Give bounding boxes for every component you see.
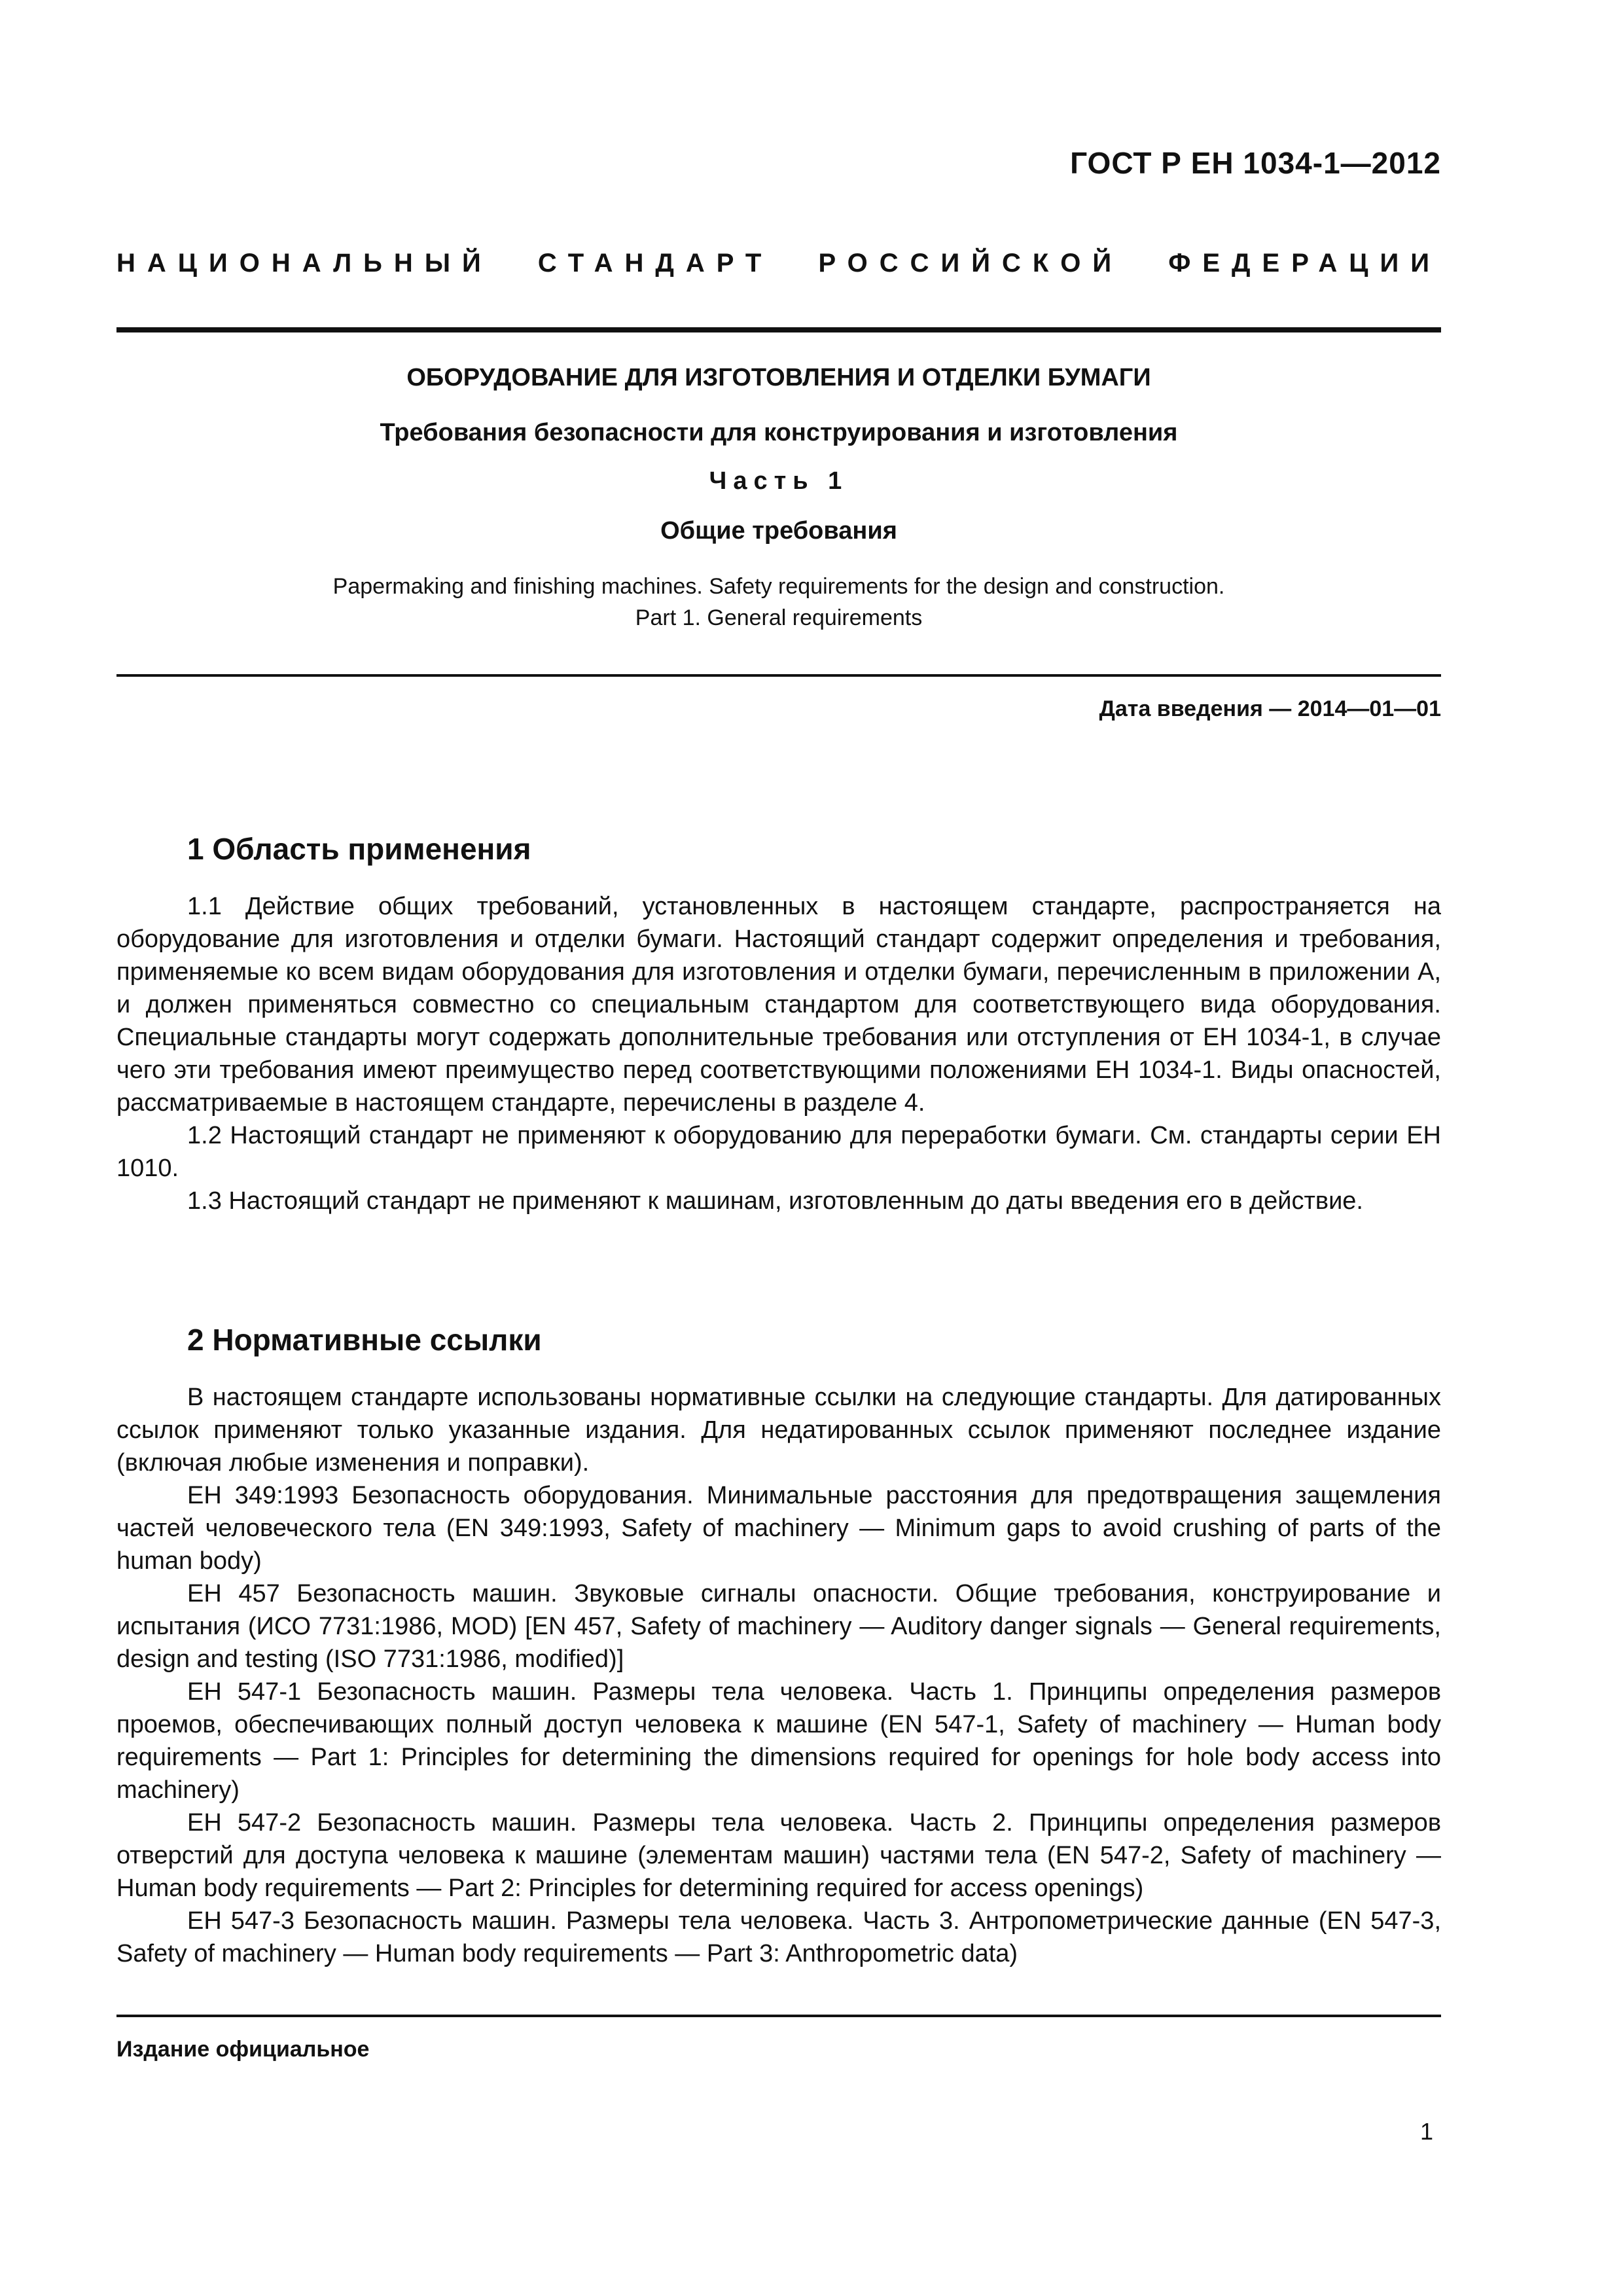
official-edition-label: Издание официальное	[116, 2037, 370, 2062]
introduction-date: Дата введения — 2014—01—01	[1099, 696, 1441, 721]
section-1-body	[116, 890, 1441, 1217]
part-title: Общие требования	[660, 517, 897, 545]
page-number: 1	[1419, 2118, 1433, 2145]
reference-en-349: ЕН 349:1993 Безопасность оборудования. Минимальные расстояния для предотвращения защемления частей человеческого тела (EN 349:1993, Safety of machinery — Minimum gaps to avoid crushing of parts of the human body)	[116, 1482, 1441, 1575]
part-label: Часть 1	[709, 467, 849, 495]
reference-en-457: ЕН 457 Безопасность машин. Звуковые сигналы опасности. Общие требования, конструирование и испытания (ИСО 7731:1986, MOD) [EN 457, Safety of machinery — Auditory danger signals — General requirements, design and testing (ISO 7731:1986, modified)]	[116, 1580, 1441, 1673]
section-1-heading: 1 Область применения	[187, 832, 531, 866]
paragraph-1-3: 1.3 Настоящий стандарт не применяют к машинам, изготовленным до даты введения его в действие.	[187, 1187, 1363, 1215]
section-2-heading: 2 Нормативные ссылки	[187, 1323, 542, 1357]
header-rule	[116, 327, 1441, 332]
english-title-line-1: Papermaking and finishing machines. Safety requirements for the design and construction.	[332, 574, 1225, 599]
document-title: ОБОРУДОВАНИЕ ДЛЯ ИЗГОТОВЛЕНИЯ И ОТДЕЛКИ БУМАГИ	[406, 364, 1151, 391]
reference-en-547-2: ЕН 547-2 Безопасность машин. Размеры тела человека. Часть 2. Принципы определения размеров отверстий для доступа человека к машине (элементам машин) частями тела (EN 547-2, Safety of machinery — Human body requirements — Part 2: Principles for determining required for access openings)	[116, 1809, 1441, 1902]
paragraph-2-intro: В настоящем стандарте использованы нормативные ссылки на следующие стандарты. Для датированных ссылок применяют только указанные издания. Для недатированных ссылок применяют последнее издание (включая любые изменения и поправки).	[116, 1384, 1441, 1477]
paragraph-1-1: 1.1 Действие общих требований, установленных в настоящем стандарте, распространяется на оборудование для изготовления и отделки бумаги. Настоящий стандарт содержит определения и требования, применяемые ко всем видам оборудования для изготовления и отделки бумаги, перечисленным в приложении А, и должен применяться совместно со специальным стандартом для соответствующего вида оборудования. Специальные стандарты могут содержать дополнительные требования или отступления от ЕН 1034-1, в случае чего эти требования имеют преимущество перед соответствующими положениями ЕН 1034-1. Виды опасностей, рассматриваемые в настоящем стандарте, перечислены в разделе 4.	[116, 893, 1441, 1117]
english-title-line-2: Part 1. General requirements	[635, 605, 923, 630]
reference-en-547-3: ЕН 547-3 Безопасность машин. Размеры тела человека. Часть 3. Антропометрические данные (EN 547-3, Safety of machinery — Human body requirements — Part 3: Anthropometric data)	[116, 1907, 1441, 1967]
national-standard-banner: НАЦИОНАЛЬНЫЙ СТАНДАРТ РОССИЙСКОЙ ФЕДЕРАЦИИ	[116, 249, 1441, 278]
section-2-body	[116, 1381, 1441, 1970]
reference-en-547-1: ЕН 547-1 Безопасность машин. Размеры тела человека. Часть 1. Принципы определения размеров проемов, обеспечивающих полный доступ человека к машине (EN 547-1, Safety of machinery — Human body requirements — Part 1: Principles for determining the dimensions required for openings for hole body access into machinery)	[116, 1678, 1441, 1804]
standard-designation: ГОСТ Р ЕН 1034-1—2012	[1070, 146, 1441, 180]
document-subtitle: Требования безопасности для конструирования и изготовления	[380, 419, 1178, 446]
title-rule	[116, 674, 1441, 677]
paragraph-1-2: 1.2 Настоящий стандарт не применяют к оборудованию для переработки бумаги. См. стандарты серии ЕН 1010.	[116, 1122, 1441, 1182]
english-title	[116, 571, 1441, 634]
footer-rule	[116, 2015, 1441, 2017]
